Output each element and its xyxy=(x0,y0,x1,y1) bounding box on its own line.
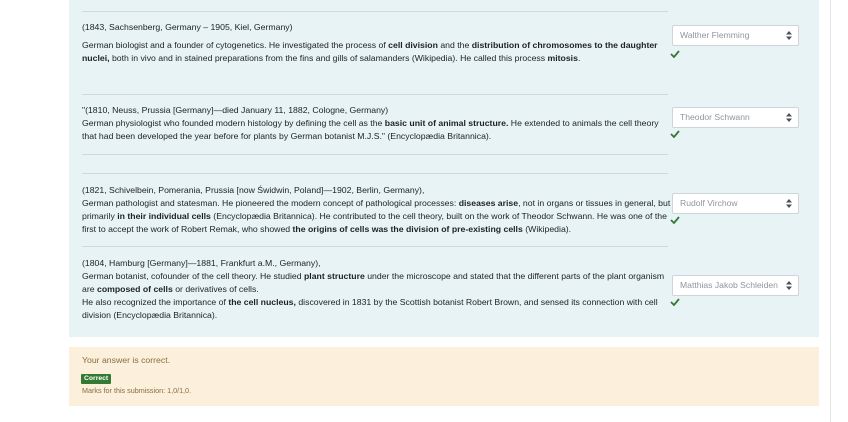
text-run: He extended to animals the cell theory that had been developed the year before for plants by German botanist M.J.S." (Encyclopædia Britannica). xyxy=(82,118,659,141)
item-description xyxy=(82,117,672,143)
text-run: , not in organs or tissues in general, but primarily xyxy=(82,198,671,221)
up-down-arrows-icon xyxy=(786,281,792,290)
page-border xyxy=(830,0,831,422)
check-icon xyxy=(670,216,680,224)
text-run: German pathologist and statesman. He pioneered the modern concept of pathological processes: xyxy=(82,198,459,208)
item-dates: (1804, Hamburg [Germany]—1881, Frankfurt a.M., Germany), xyxy=(82,258,321,268)
emphasis-text: in their individual cells xyxy=(117,211,211,221)
check-icon xyxy=(670,130,680,138)
item-dates: "(1810, Neuss, Prussia [Germany]—died January 11, 1882, Cologne, Germany) xyxy=(82,105,389,115)
answer-select-4[interactable] xyxy=(672,275,799,296)
answer-select-1[interactable] xyxy=(672,25,799,46)
separator xyxy=(82,94,668,95)
text-run: German botanist, cofounder of the cell theory. He studied xyxy=(82,271,304,281)
item-dates: (1821, Schivelbein, Pomerania, Prussia [now Świdwin, Poland]—1902, Berlin, Germany), xyxy=(82,185,425,195)
emphasis-text: plant structure xyxy=(303,271,365,281)
match-item-1 xyxy=(82,21,672,65)
answer-select-2[interactable] xyxy=(672,107,799,128)
emphasis-text: the cell nucleus, xyxy=(228,297,296,307)
text-run: under the microscope and stated that the different parts of the plant organism are xyxy=(82,271,665,294)
text-run: . xyxy=(577,53,581,63)
emphasis-text: basic unit of animal structure. xyxy=(384,118,509,128)
marks-text: Marks for this submission: 1,0/1,0. xyxy=(82,386,192,395)
select-value: Rudolf Virchow xyxy=(680,198,738,208)
text-run: (Wikipedia). xyxy=(522,224,572,234)
up-down-arrows-icon xyxy=(786,199,792,208)
check-icon xyxy=(670,50,680,58)
status-badge: Correct xyxy=(81,374,111,384)
emphasis-text: diseases arise xyxy=(458,198,519,208)
separator xyxy=(82,246,668,247)
text-run: and the xyxy=(437,40,472,50)
text-run: German physiologist who founded modern histology by defining the cell as the xyxy=(82,118,385,128)
emphasis-text: distribution of chromosomes to the daughter nuclei, xyxy=(82,40,658,63)
up-down-arrows-icon xyxy=(786,113,792,122)
check-icon xyxy=(670,298,680,306)
text-run: (Encyclopædia Britannica). He contributed to the cell theory, built on the work of Theodor Schwann. He was one of the first to accept the work of Robert Remak, who showed xyxy=(82,211,667,234)
text-run: He also recognized the importance of xyxy=(82,297,229,307)
separator xyxy=(82,154,668,155)
item-description-continued xyxy=(82,296,672,322)
answer-select-3[interactable] xyxy=(672,193,799,214)
feedback-panel xyxy=(69,347,819,406)
match-item-4 xyxy=(82,257,672,322)
text-run: discovered in 1831 by the Scottish botanist Robert Brown, and sensed its connection with cell division (Encyclopædia Britannica). xyxy=(82,297,658,320)
separator xyxy=(82,11,668,12)
item-dates: (1843, Sachsenberg, Germany – 1905, Kiel, Germany) xyxy=(82,22,293,32)
emphasis-text: the origins of cells was the division of pre-existing cells xyxy=(292,224,523,234)
separator xyxy=(82,173,668,174)
up-down-arrows-icon xyxy=(786,31,792,40)
emphasis-text: composed of cells xyxy=(96,284,173,294)
emphasis-text: cell division xyxy=(388,40,438,50)
select-value: Theodor Schwann xyxy=(680,112,750,122)
text-run: or derivatives of cells. xyxy=(172,284,259,294)
match-item-3 xyxy=(82,184,672,236)
feedback-message: Your answer is correct. xyxy=(82,355,171,365)
text-run: both in vivo and in stained preparations from the fins and gills of salamanders (Wikipedia). He called this process xyxy=(109,53,548,63)
item-description xyxy=(82,39,672,65)
match-item-2 xyxy=(82,104,672,143)
text-run: German biologist and a founder of cytogenetics. He investigated the process of xyxy=(82,40,389,50)
select-value: Matthias Jakob Schleiden xyxy=(680,280,778,290)
item-description xyxy=(82,270,672,296)
emphasis-text: mitosis xyxy=(547,53,578,63)
select-value: Walther Flemming xyxy=(680,30,750,40)
item-description xyxy=(82,197,672,236)
